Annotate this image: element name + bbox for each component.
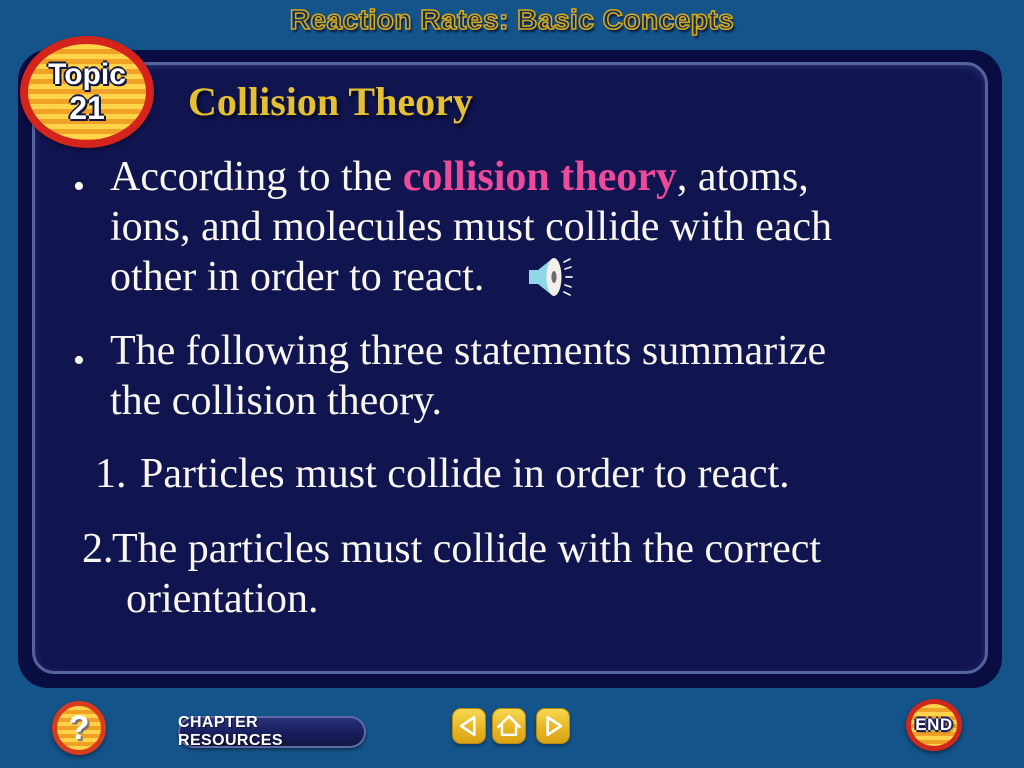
home-icon xyxy=(494,710,524,742)
topic-badge[interactable] xyxy=(20,36,154,148)
numbered2-marker: 2. xyxy=(82,526,114,572)
topic-badge-label: Topic xyxy=(48,58,126,91)
forward-button[interactable] xyxy=(536,708,570,744)
numbered2-line2: orientation. xyxy=(126,576,319,622)
help-button[interactable] xyxy=(52,701,106,755)
numbered2-line1: The particles must collide with the correct xyxy=(112,526,822,572)
slide-title: Collision Theory xyxy=(188,79,473,124)
bullet-marker: • xyxy=(73,168,85,205)
forward-arrow-icon xyxy=(538,710,568,742)
bullet2-line2: the collision theory. xyxy=(110,378,443,424)
chapter-resources-label: CHAPTER RESOURCES xyxy=(178,714,283,749)
back-button[interactable] xyxy=(452,708,486,744)
bullet1-line2: ions, and molecules must collide with each xyxy=(110,204,832,250)
speaker-audio-icon[interactable] xyxy=(526,254,574,300)
bullet2-line1: The following three statements summarize xyxy=(110,328,827,374)
deck-title: Reaction Rates: Basic Concepts xyxy=(289,4,735,35)
topic-badge-number: 21 xyxy=(69,90,105,126)
end-button[interactable] xyxy=(906,699,962,751)
bullet1-line1-pre: According to the xyxy=(110,154,403,200)
bullet1-text xyxy=(110,152,832,302)
bullet1-line3: other in order to react. xyxy=(110,254,485,300)
bullet1-line1-post: , atoms, xyxy=(676,154,809,200)
bullet1-keyword: collision theory xyxy=(402,154,677,200)
question-mark-icon: ? xyxy=(68,708,90,747)
end-button-label: END xyxy=(915,715,953,734)
back-arrow-icon xyxy=(454,710,484,742)
numbered2-text xyxy=(112,524,821,624)
numbered1-marker: 1. xyxy=(95,451,127,497)
home-button[interactable] xyxy=(492,708,526,744)
numbered1-text: Particles must collide in order to react. xyxy=(140,451,790,497)
chapter-resources-button[interactable] xyxy=(178,716,366,748)
bullet-marker: • xyxy=(73,342,85,379)
bullet2-text xyxy=(110,326,826,426)
